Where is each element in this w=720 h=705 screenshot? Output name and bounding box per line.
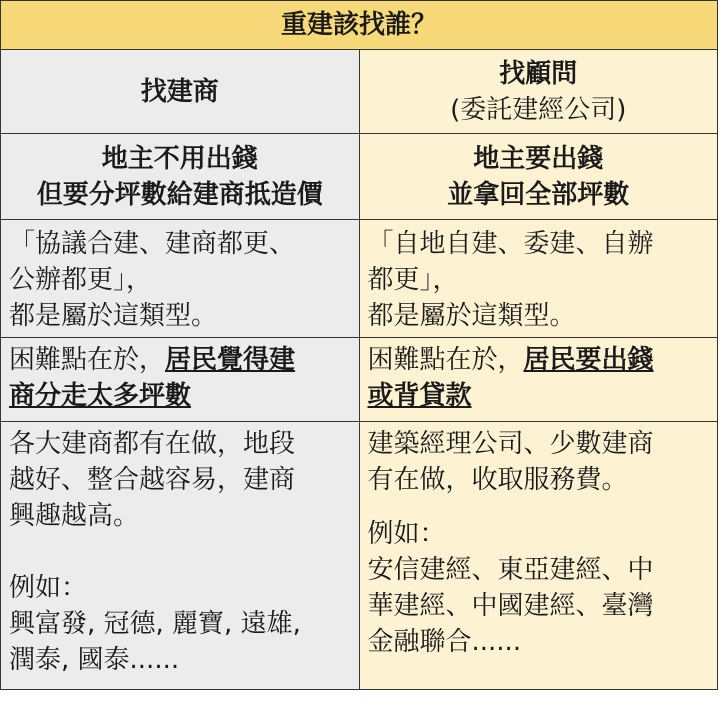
examples-builder-line1: 各大建商都有在做，地段 [9,429,296,459]
difficulty-consultant-emphasis1: 居民要出錢 [523,345,654,375]
examples-builder-list1: 興富發, 冠德, 麗寶, 遠雄, [9,609,301,639]
examples-consultant [359,422,718,690]
difficulty-builder-prefix: 困難點在於， [9,345,166,375]
examples-builder-line3: 興趣越高。 [9,501,140,531]
model-consultant [359,134,718,220]
difficulty-consultant-emphasis2: 或背貸款 [367,381,472,411]
difficulty-builder-emphasis2: 商分走太多坪數 [9,381,192,411]
header-consultant-title: 找顧問 [499,58,578,89]
difficulty-builder [1,338,360,422]
examples-builder-spacer [9,534,351,570]
types-builder [1,220,360,338]
header-builder-title: 找建商 [140,76,219,107]
model-consultant-line1: 地主要出錢 [473,143,604,174]
examples-builder-list2: 潤泰, 國泰...... [9,645,180,675]
difficulty-consultant-prefix: 困難點在於， [367,345,524,375]
types-consultant [359,220,718,338]
types-consultant-line2: 都更」， [367,265,459,295]
examples-consultant-list1: 安信建經、東亞建經、中 [367,555,654,585]
examples-consultant-list3: 金融聯合...... [367,627,522,657]
table-title: 重建該找誰？ [1,1,718,50]
types-builder-line1: 「協議合建、建商都更、 [9,229,296,259]
examples-consultant-label: 例如： [367,519,446,549]
examples-consultant-list2: 華建經、中國建經、臺灣 [367,591,654,621]
header-consultant-subtitle: (委託建經公司) [450,94,627,125]
types-consultant-line1: 「自地自建、委建、自辦 [367,229,654,259]
difficulty-consultant [359,338,718,422]
examples-consultant-line2: 有在做，收取服務費。 [367,465,628,495]
examples-builder-label: 例如： [9,573,88,603]
model-consultant-line2: 並拿回全部坪數 [447,179,630,210]
examples-consultant-spacer [368,498,710,516]
types-builder-line3: 都是屬於這類型。 [9,301,218,331]
examples-builder-line2: 越好、整合越容易，建商 [9,465,296,495]
examples-builder [1,422,360,690]
model-builder-line1: 地主不用出錢 [101,143,258,174]
types-consultant-line3: 都是屬於這類型。 [367,301,576,331]
model-builder-line2: 但要分坪數給建商抵造價 [36,179,323,210]
model-builder [1,134,360,220]
difficulty-builder-emphasis1: 居民覺得建 [165,345,296,375]
header-consultant [359,50,718,134]
types-builder-line2: 公辦都更」， [9,265,153,295]
examples-consultant-line1: 建築經理公司、少數建商 [367,429,654,459]
header-builder [1,50,360,134]
